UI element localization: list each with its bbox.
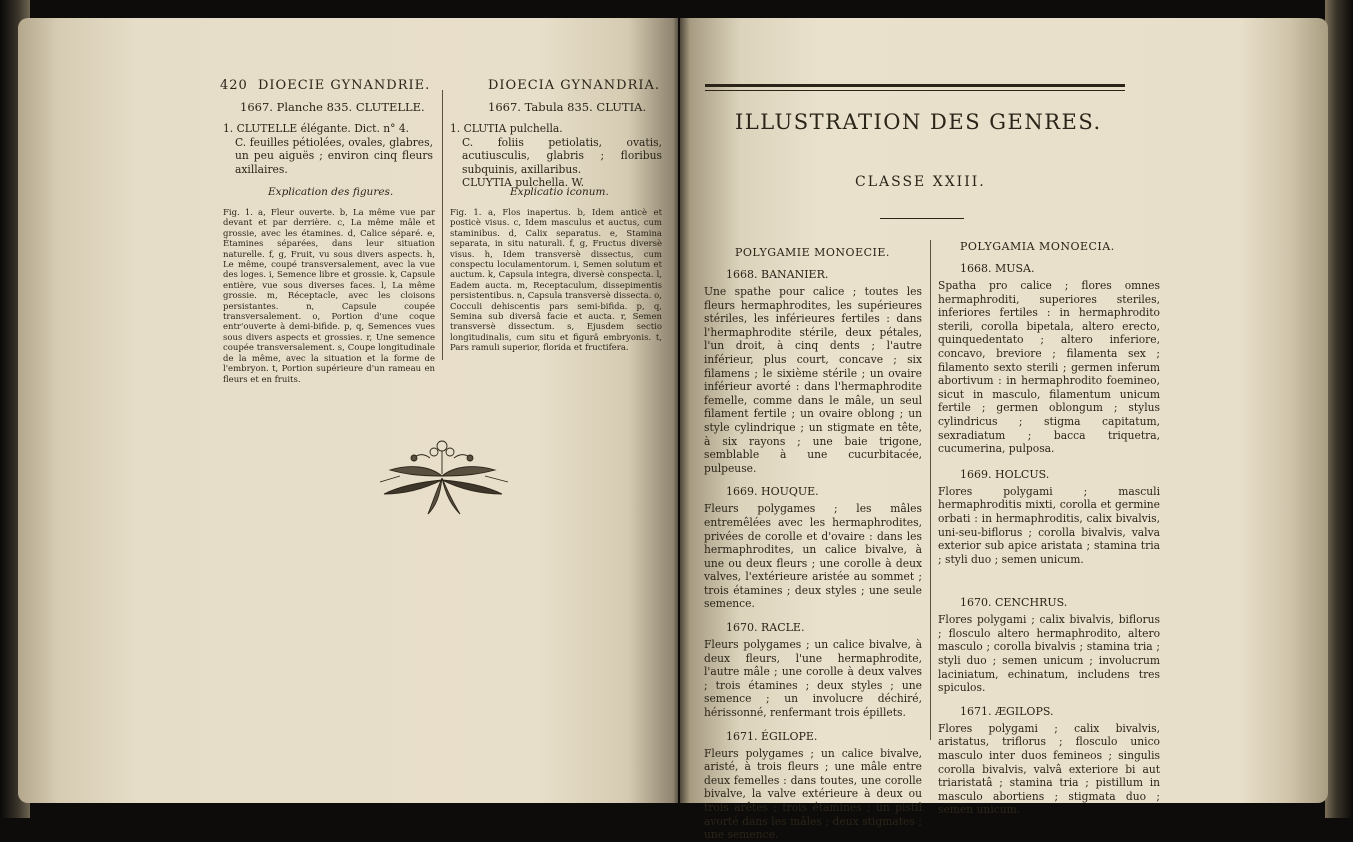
genus-description: Une spathe pour calice ; toutes les fleurs hermaphrodites, les supérieures stériles, les inférieures fertiles : dans l'hermaphrodite stérile, deux pétales, l'un droit, à cinq dents ; l'autre inférieur, plus court, concave ; six filamens ; le sixième stérile ; un ovaire inférieur avorté : dans l'hermaphrodite femelle, comme dans le mâle, un seul filament fertile ; un ovaire oblong ; un style cylindrique ; un stigmate en tête, à six rayons ; une baie trigone, semblable à une cucurbitacée, pulpeuse. — [704, 285, 922, 475]
genus-heading: 1670. CENCHRUS. — [960, 596, 1068, 610]
header-latin: DIOECIA GYNANDRIA. — [488, 78, 661, 93]
explanation-text-latin: Fig. 1. a, Flos inapertus. b, Idem anticè et posticè visus. c, Idem masculus et auctus, cum staminibus. d, Calix separatus. e, Stamina separata, in situ naturali. f, g, Fructus diversè visus. h, Idem transversè dissectus, cum conspectu loculamentorum. i, Semen solutum et auctum. k, Capsula integra, diversè conspecta. l, Eadem aucta. m, Receptaculum, dissepimentis persistentibus. n, Capsula transversè dissecta. o, Cocculi dehiscentis pars semi-bifida. p, q, Semina sub diversâ facie et aucta. r, Semen transversè dissectum. s, Ejusdem sectio longitudinalis, cum situ et figurâ embryonis. t, Pars ramuli superior, florida et fructifera. — [450, 208, 662, 354]
genus-description: Fleurs polygames ; un calice bivalve, à deux fleurs, l'une hermaphrodite, l'autre mâle ; une corolle à deux valves ; trois étamines ; deux styles ; une semence ; un involucre déchiré, hérissonné, renfermant trois épillets. — [704, 638, 922, 720]
genera-latin-column — [938, 262, 1160, 817]
genus-description: Spatha pro calice ; flores omnes hermaphroditi, superiores steriles, inferiores fertiles : in hermaphrodito sterili, corolla bipetala, altero erecto, quinquedentato ; altero inferiore, concavo, breviore ; filamenta sex ; filamento sexto sterili ; germen inferum abortivum : in hermaphrodito foemineo, sicut in masculo, filamentum unicum fertile ; germen oblongum ; stylus cylindricus ; stigma capitatum, sexradiatum ; bacca triquetra, cucumerina, pulposa. — [938, 279, 1160, 456]
plate-heading-latin: 1667. Tabula 835. CLUTIA. — [488, 100, 647, 114]
header-french: DIOECIE GYNANDRIE. — [258, 78, 431, 93]
species-latin-desc: C. foliis petiolatis, ovatis, acutiusculis, glabris ; floribus subquinis, axillaribus. — [462, 135, 662, 176]
species-synonym: CLUYTIA pulchella. W. — [462, 176, 585, 190]
column-divider-right — [930, 240, 931, 740]
species-french-desc: C. feuilles pétiolées, ovales, glabres, un peu aiguës ; environ cinq fleurs axillaires. — [235, 135, 433, 176]
genera-french-column — [704, 268, 922, 842]
genus-heading: 1668. BANANIER. — [726, 268, 829, 281]
genus-description: Fleurs polygames ; un calice bivalve, aristé, à trois fleurs ; une mâle entre deux femelles : dans toutes, une corolle bivalve, la valve extérieure à deux ou trois arêtes ; trois étamines ; un pistil avorté dans les mâles ; deux stigmates ; une semence. — [704, 746, 922, 842]
section-heading-french: POLYGAMIE MONOECIE. — [735, 246, 890, 259]
book-edge-right — [1325, 0, 1353, 818]
genus-description: Flores polygami ; masculi hermaphroditis mixti, corolla et germine orbati : in hermaphroditis, calix bivalvis, uni-seu-biflorus ; corolla bivalvis, valva exterior sub apice aristata ; stamina tria ; styli duo ; semen unicum. — [938, 484, 1160, 566]
column-divider — [442, 90, 443, 360]
species-latin — [450, 122, 662, 190]
genus-heading: 1669. HOLCUS. — [960, 467, 1050, 481]
explanation-text-french: Fig. 1. a, Fleur ouverte. b, La même vue par devant et par derrière. c, La même mâle et grossie, avec les étamines. d, Calice séparé. e, Étamines séparées, dans leur situation naturelle. f, g, Fruit, vu sous divers aspects. h, Le même, coupé transversalement, avec la vue des loges. i, Semence libre et grossie. k, Capsule entière, vue sous diverses faces. l, La même grossie. m, Réceptacle, avec les cloisons persistantes. n, Capsule coupée transversalement. o, Portion d'une coque entr'ouverte à demi-bifide. p, q, Semences vues sous divers aspects et grossies. r, Une semence coupée transversalement. s, Coupe longitudinale de la même, avec la situation et la forme de l'embryon. t, Portion supérieure d'un rameau en fleurs et en fruits. — [223, 208, 435, 385]
left-page — [18, 18, 678, 803]
classe-rule — [880, 218, 964, 219]
explanation-title-latin: Explicatio iconum. — [510, 186, 609, 198]
explanation-title-french: Explication des figures. — [268, 186, 394, 198]
classe-heading: CLASSE XXIII. — [855, 174, 986, 190]
genus-heading: 1670. RACLE. — [726, 621, 805, 635]
title-rule-thick — [705, 84, 1125, 87]
species-latin-name: 1. CLUTIA pulchella. — [450, 122, 563, 135]
title-rule-thin — [705, 90, 1125, 91]
page-number: 420 — [220, 78, 248, 93]
genus-description: Fleurs polygames ; les mâles entremêlées avec les hermaphrodites, privées de corolle et d'ovaire : dans les hermaphrodites, un calice bivalve, à une ou deux fleurs ; une corolle à deux valves, l'extérieure aristée au sommet ; trois étamines ; deux styles ; une seule semence. — [704, 502, 922, 611]
genus-heading: 1671. ÆGILOPS. — [960, 704, 1054, 718]
genus-heading: 1668. MUSA. — [960, 262, 1035, 275]
genus-description: Flores polygami ; calix bivalvis, aristatus, triflorus ; flosculo unico masculo inter duos femineos ; singulis corolla bivalvis, valvâ exteriore bi aut triaristatâ ; stamina tria ; pistillum in masculo abortiens ; stigmata duo ; semen unicum. — [938, 721, 1160, 817]
species-french — [223, 122, 433, 176]
page-title: ILLUSTRATION DES GENRES. — [735, 110, 1102, 134]
section-heading-latin: POLYGAMIA MONOECIA. — [960, 240, 1115, 253]
flower-vignette-icon — [370, 436, 515, 518]
genus-heading: 1669. HOUQUE. — [726, 485, 819, 499]
right-page — [680, 18, 1328, 842]
genus-heading: 1671. ÉGILOPE. — [726, 729, 818, 743]
plate-heading-french: 1667. Planche 835. CLUTELLE. — [240, 100, 425, 114]
genus-description: Flores polygami ; calix bivalvis, biflorus ; flosculo altero hermaphrodito, altero masculo ; corolla bivalvis ; stamina tria ; styli duo ; semen unicum ; involucrum laciniatum, echinatum, includens tres spiculos. — [938, 613, 1160, 695]
species-french-name: 1. CLUTELLE élégante. Dict. n° 4. — [223, 122, 410, 135]
